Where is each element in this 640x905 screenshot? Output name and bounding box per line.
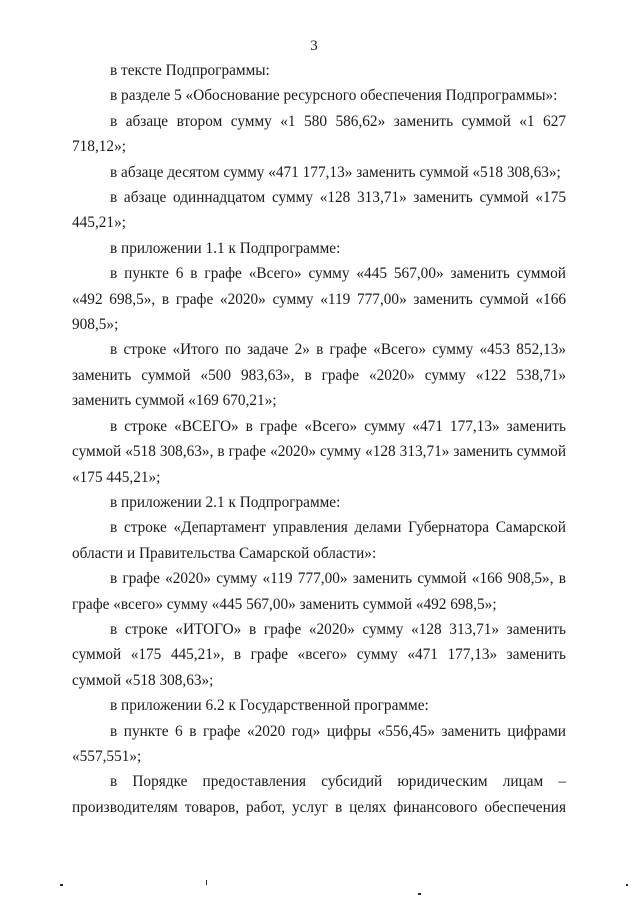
paragraph: в пункте 6 в графе «2020 год» цифры «556,45» заменить цифрами «557,551»; [72, 722, 566, 765]
document-body [72, 58, 566, 820]
paragraph: в абзаце десятом сумму «471 177,13» заменить суммой «518 308,63»; [110, 163, 561, 181]
paragraph: в строке «ВСЕГО» в графе «Всего» сумму «471 177,13» заменить суммой «518 308,63», в графе «2020» сумму «128 313,71» заменить суммой «175 445,21»; [72, 417, 566, 486]
paragraph: в приложении 2.1 к Подпрограмме: [110, 493, 341, 511]
paragraph: в строке «Итого по задаче 2» в графе «Всего» сумму «453 852,13» заменить суммой «500 983,63», в графе «2020» сумму «122 538,71» заменить суммой «169 670,21»; [72, 341, 566, 410]
paragraph: в строке «Департамент управления делами Губернатора Самарской области и Правительства Самарской области»: [72, 519, 566, 562]
paragraph: в абзаце одиннадцатом сумму «128 313,71» заменить суммой «175 445,21»; [72, 189, 566, 232]
paragraph: в тексте Подпрограммы: [110, 62, 270, 79]
paragraph: в Порядке предоставления субсидий юридическим лицам – производителям товаров, работ, услуг в целях финансового обеспечения [72, 773, 566, 816]
paragraph: в графе «2020» сумму «119 777,00» заменить суммой «166 908,5», в графе «всего» сумму «445 567,00» заменить суммой «492 698,5»; [72, 570, 566, 613]
scan-speck [626, 884, 628, 886]
scan-speck [206, 880, 207, 885]
scan-speck [60, 884, 63, 886]
scan-speck [418, 893, 421, 895]
paragraph: в приложении 1.1 к Подпрограмме: [110, 239, 341, 257]
page-number: 3 [310, 38, 318, 54]
paragraph: в абзаце втором сумму «1 580 586,62» заменить суммой «1 627 718,12»; [72, 112, 566, 156]
paragraph: в приложении 6.2 к Государственной программе: [110, 697, 429, 715]
paragraph: в пункте 6 в графе «Всего» сумму «445 567,00» заменить суммой «492 698,5», в графе «2020» сумму «119 777,00» заменить суммой «166 908,5»; [72, 265, 566, 334]
paragraph: в разделе 5 «Обоснование ресурсного обеспечения Подпрограммы»: [110, 87, 558, 105]
paragraph: в строке «ИТОГО» в графе «2020» сумму «128 313,71» заменить суммой «175 445,21», в графе «всего» сумму «471 177,13» заменить суммой «518 308,63»; [72, 620, 566, 689]
